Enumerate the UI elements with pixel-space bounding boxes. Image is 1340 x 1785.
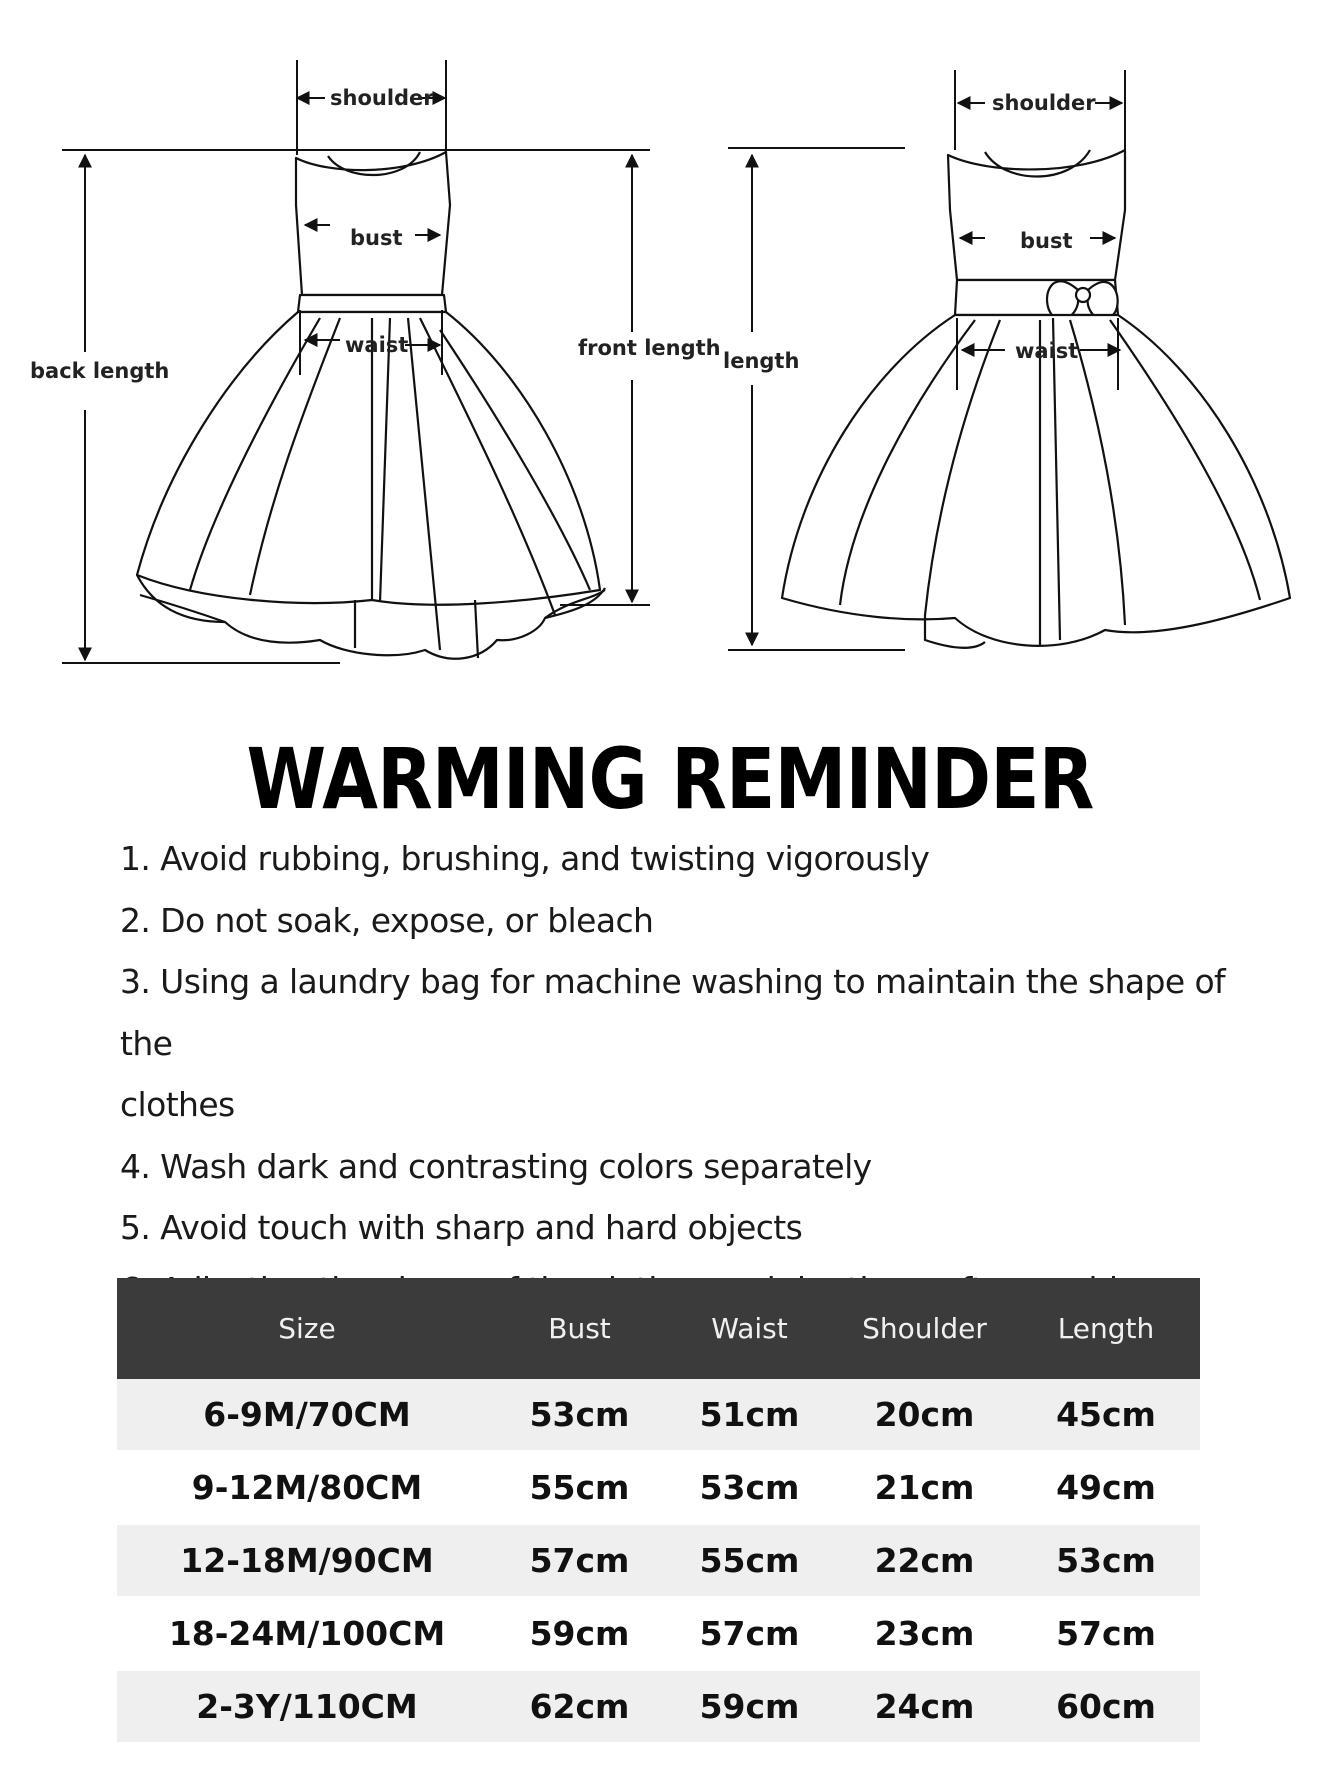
cell-waist: 51cm bbox=[662, 1379, 837, 1451]
cell-waist: 59cm bbox=[662, 1670, 837, 1743]
cell-waist: 57cm bbox=[662, 1597, 837, 1670]
cell-shoulder: 24cm bbox=[837, 1670, 1012, 1743]
table-row bbox=[117, 1379, 1200, 1451]
size-chart-table bbox=[117, 1278, 1200, 1744]
table-row bbox=[117, 1524, 1200, 1597]
header-waist: Waist bbox=[662, 1278, 837, 1379]
cell-length: 60cm bbox=[1012, 1670, 1200, 1743]
table-row bbox=[117, 1451, 1200, 1524]
header-shoulder: Shoulder bbox=[837, 1278, 1012, 1379]
table-header-row bbox=[117, 1278, 1200, 1379]
header-length: Length bbox=[1012, 1278, 1200, 1379]
table-row bbox=[117, 1670, 1200, 1743]
cell-shoulder: 22cm bbox=[837, 1524, 1012, 1597]
left-shoulder-label: shoulder bbox=[330, 86, 434, 110]
cell-shoulder: 23cm bbox=[837, 1597, 1012, 1670]
cell-length: 45cm bbox=[1012, 1379, 1200, 1451]
cell-size: 2-3Y/110CM bbox=[117, 1670, 497, 1743]
cell-length: 57cm bbox=[1012, 1597, 1200, 1670]
cell-length: 53cm bbox=[1012, 1524, 1200, 1597]
cell-bust: 57cm bbox=[497, 1524, 662, 1597]
cell-bust: 59cm bbox=[497, 1597, 662, 1670]
reminder-title: WARMING REMINDER bbox=[246, 730, 1094, 828]
left-back-length-label: back length bbox=[30, 359, 170, 383]
header-size: Size bbox=[117, 1278, 497, 1379]
right-shoulder-label: shoulder bbox=[992, 91, 1096, 115]
cell-bust: 62cm bbox=[497, 1670, 662, 1743]
cell-bust: 55cm bbox=[497, 1451, 662, 1524]
care-instruction: 3. Using a laundry bag for machine washing to maintain the shape of the bbox=[120, 962, 1226, 1063]
cell-bust: 53cm bbox=[497, 1379, 662, 1451]
cell-size: 12-18M/90CM bbox=[117, 1524, 497, 1597]
care-instruction: 2. Do not soak, expose, or bleach bbox=[120, 900, 654, 940]
right-bust-label: bust bbox=[1020, 229, 1073, 253]
left-bust-label: bust bbox=[350, 226, 403, 250]
right-length-label: length bbox=[723, 349, 800, 373]
care-instruction-continued: clothes bbox=[120, 1085, 235, 1124]
cell-waist: 55cm bbox=[662, 1524, 837, 1597]
cell-size: 18-24M/100CM bbox=[117, 1597, 497, 1670]
left-front-length-label: front length bbox=[578, 336, 721, 360]
care-instructions-list bbox=[120, 828, 1280, 1320]
care-instruction: 4. Wash dark and contrasting colors separately bbox=[120, 1146, 872, 1186]
cell-length: 49cm bbox=[1012, 1451, 1200, 1524]
care-instruction: 5. Avoid touch with sharp and hard objects bbox=[120, 1208, 803, 1247]
cell-shoulder: 21cm bbox=[837, 1451, 1012, 1524]
table-row bbox=[117, 1597, 1200, 1670]
care-instruction: 1. Avoid rubbing, brushing, and twisting vigorously bbox=[120, 839, 930, 878]
left-waist-label: waist bbox=[345, 333, 409, 357]
right-waist-label: waist bbox=[1015, 339, 1079, 363]
cell-waist: 53cm bbox=[662, 1451, 837, 1524]
cell-size: 6-9M/70CM bbox=[117, 1379, 497, 1451]
cell-shoulder: 20cm bbox=[837, 1379, 1012, 1451]
right-dress-drawing bbox=[782, 150, 1290, 648]
dress-measurement-diagram bbox=[0, 0, 1340, 690]
header-bust: Bust bbox=[497, 1278, 662, 1379]
cell-size: 9-12M/80CM bbox=[117, 1451, 497, 1524]
